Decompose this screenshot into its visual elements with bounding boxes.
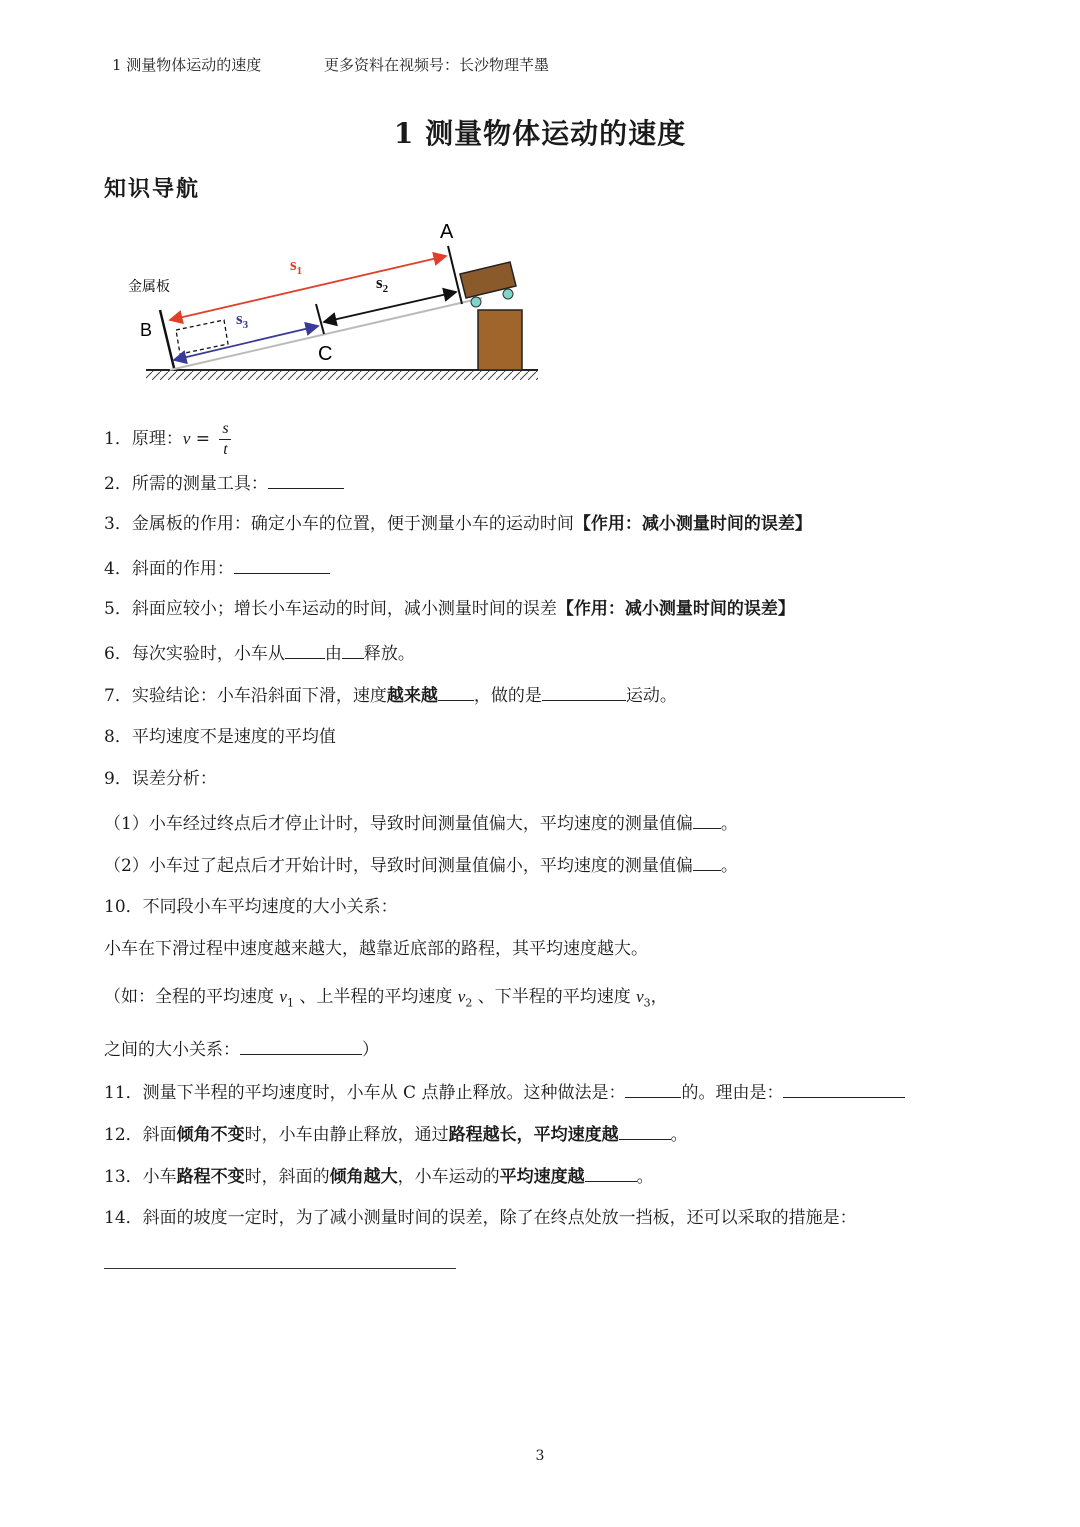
item-9: 9．误差分析： [104, 769, 217, 789]
label-s2: $s_2$ [376, 273, 389, 295]
item-9-2: （2）小车过了起点后才开始计时，导致时间测量值偏小，平均速度的测量值偏 。 [104, 852, 738, 878]
blank-error-1[interactable] [693, 810, 721, 829]
label-c: C [318, 343, 333, 365]
label-a: A [440, 221, 454, 243]
blank-avg-speed-1[interactable] [619, 1121, 671, 1140]
answer-line-14[interactable] [104, 1268, 456, 1269]
item-12: 12．斜面倾角不变时，小车由静止释放，通过路程越长，平均速度越 。 [104, 1121, 688, 1147]
item-10-text: 小车在下滑过程中速度越来越大，越靠近底部的路程，其平均速度越大。 [104, 939, 648, 959]
item-7: 7．实验结论：小车沿斜面下滑，速度越来越 ，做的是 运动。 [104, 682, 677, 708]
incline-diagram [120, 212, 550, 382]
item-6: 6．每次实验时，小车从 由 释放。 [104, 640, 415, 666]
item-9-1: （1）小车经过终点后才停止计时，导致时间测量值偏大，平均速度的测量值偏 。 [104, 810, 738, 836]
arrow-s3 [174, 326, 318, 360]
blank-position[interactable] [285, 640, 325, 659]
blank-speed-relation[interactable] [240, 1036, 362, 1055]
item-5: 5．斜面应较小；增长小车运动的时间，减小测量时间的误差【作用：减小测量时间的误差】 [104, 599, 795, 619]
label-s3: $s_3$ [236, 309, 249, 331]
item-10-example: （如：全程的平均速度 $v_1$ 、上半程的平均速度 $v_2$ 、下半程的平均速度 $v_3$， [104, 987, 668, 1010]
item-10-relation: 之间的大小关系： ） [104, 1036, 379, 1062]
item-10: 10．不同段小车平均速度的大小关系： [104, 897, 398, 917]
section-heading: 知识导航 [104, 177, 201, 202]
blank-motion-type[interactable] [542, 682, 626, 701]
item-8: 8．平均速度不是速度的平均值 [104, 727, 336, 747]
label-s1: $s_1$ [290, 255, 303, 277]
blank-error-2[interactable] [693, 852, 721, 871]
support-block [478, 310, 522, 370]
label-metal-plate: 金属板 [128, 279, 170, 295]
fraction-s-over-t: $\frac{s}{t}$ [219, 420, 231, 459]
blank-release-state[interactable] [342, 640, 364, 659]
blank-avg-speed-2[interactable] [585, 1163, 637, 1182]
blank-judgement[interactable] [625, 1079, 681, 1098]
header-chapter: 1 测量物体运动的速度 [112, 56, 262, 74]
ground-hatch [146, 370, 538, 380]
label-b: B [140, 320, 153, 340]
blank-speed-trend[interactable] [438, 682, 474, 701]
arrow-s1 [170, 256, 446, 320]
item-1: 1．原理：v = $\frac{s}{t}$ [104, 420, 231, 459]
page-number: 3 [535, 1448, 545, 1464]
blank-reason[interactable] [783, 1079, 905, 1098]
header-source: 更多资料在视频号：长沙物理芊墨 [324, 56, 550, 74]
item-4: 4．斜面的作用： [104, 555, 330, 581]
item-3: 3．金属板的作用：确定小车的位置，便于测量小车的运动时间【作用：减小测量时间的误差】 [104, 514, 812, 534]
blank-incline-role[interactable] [234, 555, 330, 574]
marker-c [316, 304, 324, 334]
item-13: 13．小车路程不变时，斜面的倾角越大，小车运动的平均速度越 。 [104, 1163, 654, 1189]
item-2: 2．所需的测量工具： [104, 470, 344, 496]
item-14: 14．斜面的坡度一定时，为了减小测量时间的误差，除了在终点处放一挡板，还可以采取的措施是： [104, 1208, 857, 1228]
blank-tools[interactable] [268, 470, 344, 489]
item-11: 11．测量下半程的平均速度时，小车从 C 点静止释放。这种做法是： 的。理由是： [104, 1079, 905, 1105]
page-title: 1 测量物体运动的速度 [393, 117, 687, 150]
arrow-s2 [324, 292, 456, 322]
